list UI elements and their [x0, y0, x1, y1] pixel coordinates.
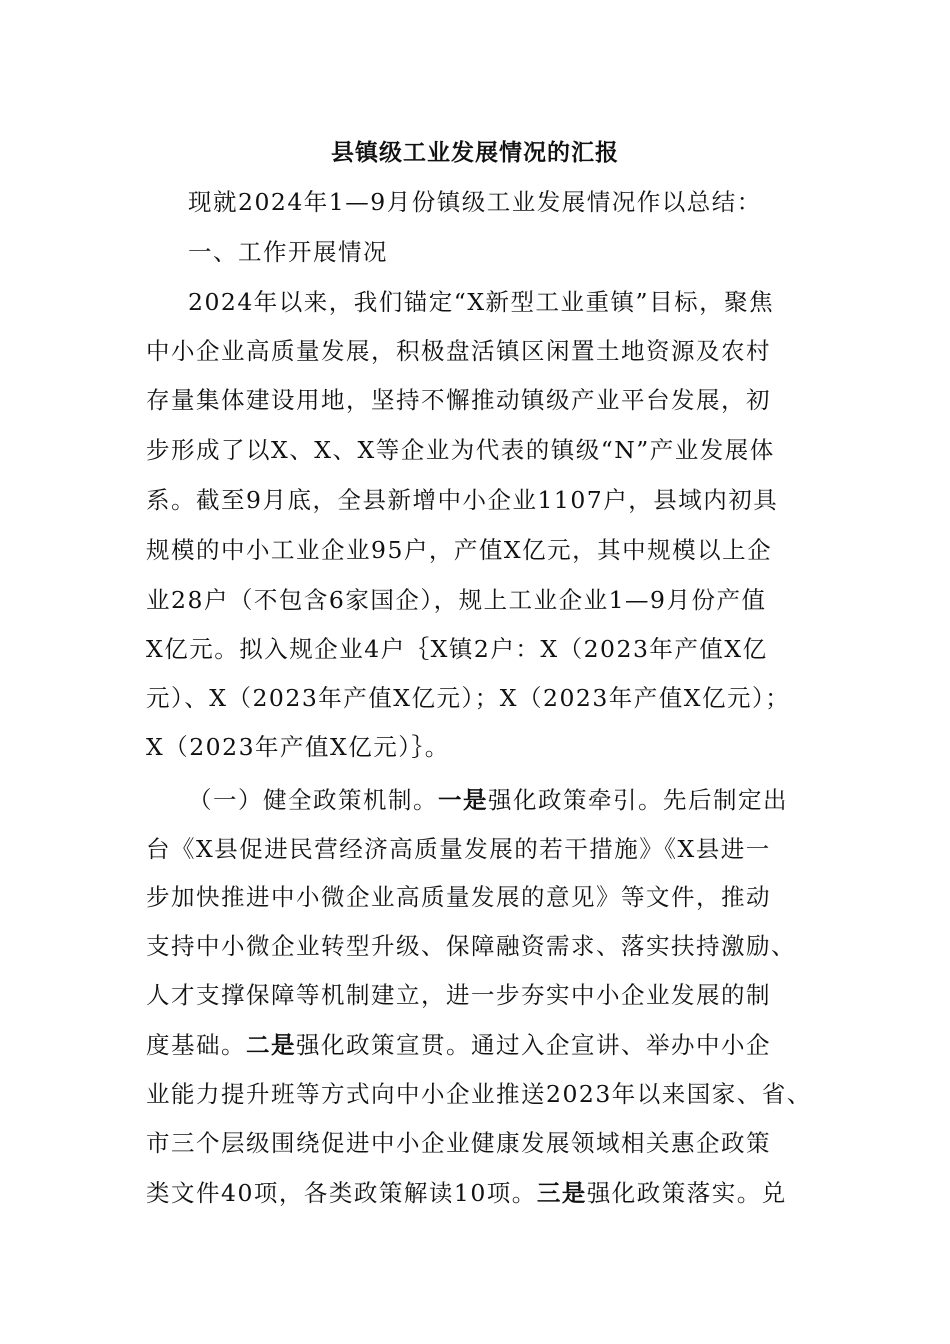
point-marker: 一是 [438, 786, 488, 814]
subsection-line [188, 775, 788, 825]
text-span: 类文件40项，各类政策解读10项。 [146, 1179, 537, 1207]
text-span: 强化政策落实。兑 [586, 1179, 787, 1207]
paragraph-line [146, 1020, 771, 1070]
paragraph-line: 步加快推进中小微企业高质量发展的意见》等文件，推动 [146, 883, 771, 911]
paragraph-line: 市三个层级围绕促进中小企业健康发展领域相关惠企政策 [146, 1129, 771, 1157]
paragraph-line: 人才支撑保障等机制建立，进一步夯实中小企业发展的制 [146, 981, 771, 1009]
paragraph-line: 台《X县促进民营经济高质量发展的若干措施》《X县进一 [146, 835, 771, 863]
paragraph-line: 中小企业高质量发展，积极盘活镇区闲置土地资源及农村 [146, 337, 771, 365]
paragraph-line: X（2023年产值X亿元）｝。 [146, 733, 450, 761]
paragraph-line: 元）、X（2023年产值X亿元）；X（2023年产值X亿元）； [146, 684, 791, 712]
paragraph-line: 业能力提升班等方式向中小企业推送2023年以来国家、省、 [146, 1080, 812, 1108]
document-title: 县镇级工业发展情况的汇报 [331, 140, 619, 166]
point-marker: 三是 [536, 1179, 587, 1207]
point-marker: 二是 [246, 1031, 296, 1059]
text-span: 强化政策宣贯。通过入企宣讲、举办中小企 [296, 1031, 771, 1059]
paragraph-line: 支持中小微企业转型升级、保障融资需求、落实扶持激励、 [146, 932, 796, 960]
text-span: 度基础。 [146, 1031, 246, 1059]
section-heading: 一、工作开展情况 [188, 238, 388, 266]
paragraph-line: X亿元。拟入规企业4户｛X镇2户：X（2023年产值X亿 [146, 635, 768, 663]
paragraph-line [146, 1168, 787, 1218]
paragraph-line: 2024年以来，我们锚定“X新型工业重镇”目标，聚焦 [188, 288, 775, 316]
intro-line: 现就2024年1—9月份镇级工业发展情况作以总结： [188, 188, 762, 216]
text-span: 强化政策牵引。先后制定出 [488, 786, 788, 814]
paragraph-line: 业28户（不包含6家国企），规上工业企业1—9月份产值 [146, 586, 767, 614]
paragraph-line: 存量集体建设用地，坚持不懈推动镇级产业平台发展，初 [146, 386, 771, 414]
subsection-heading: （一）健全政策机制。 [188, 786, 438, 814]
paragraph-line: 步形成了以X、X、X等企业为代表的镇级“N”产业发展体 [146, 436, 775, 464]
paragraph-line: 规模的中小工业企业95户，产值X亿元，其中规模以上企 [146, 536, 773, 564]
paragraph-line: 系。截至9月底，全县新增中小企业1107户，县域内初具 [146, 486, 779, 514]
